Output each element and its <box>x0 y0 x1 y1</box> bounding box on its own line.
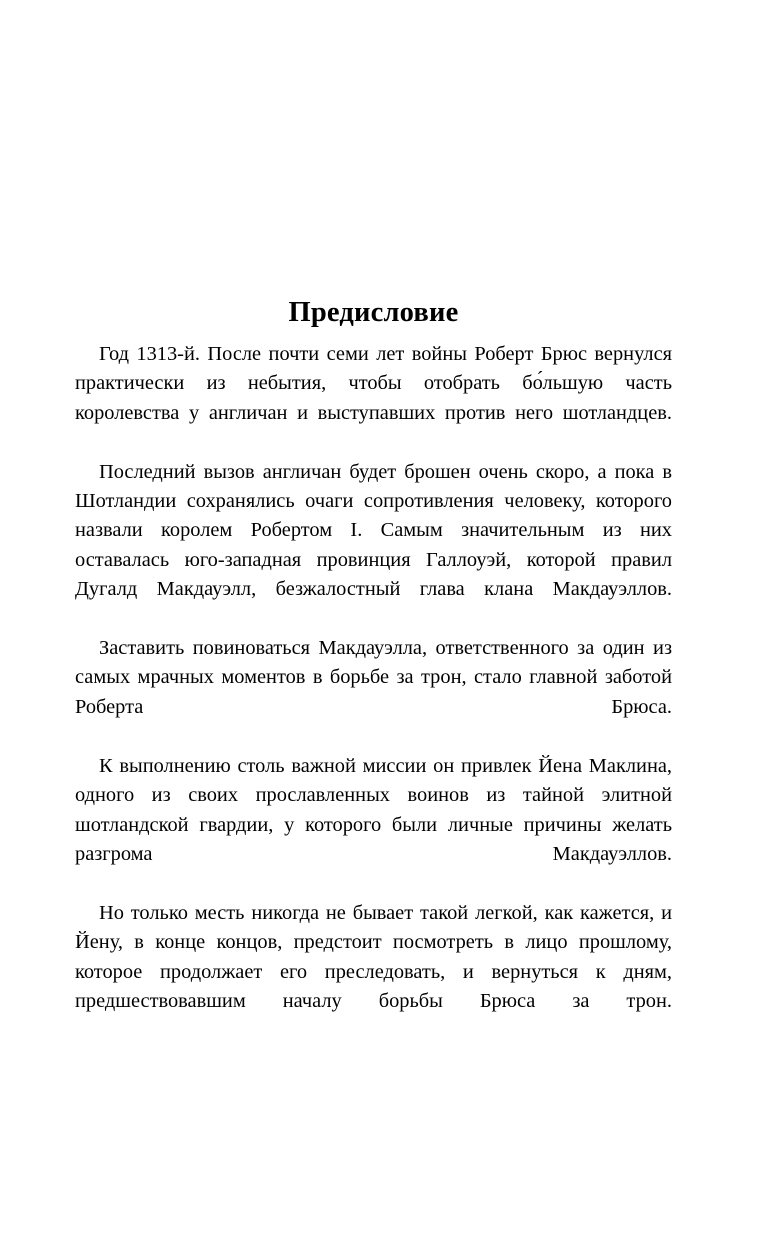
text-column <box>75 296 672 1046</box>
page-title: Предисловие <box>288 297 459 328</box>
paragraph: Последний вызов англичан будет брошен очень скоро, а пока в Шотландии сохранялись очаги сопротивления человеку, которого назвали королем Робертом I. Самым значительным из них оставалась юго-западная провинция Галлоуэй, которой правил Дугалд Макдауэлл, безжалостный глава клана Макдауэллов. <box>75 460 672 601</box>
paragraph: Заставить повиноваться Макдауэлла, ответственного за один из самых мрачных моментов в борьбе за трон, стало главной заботой Роберта Брюса. <box>75 637 672 718</box>
paragraph: Но только месть никогда не бывает такой легкой, как кажется, и Йену, в конце концов, предстоит посмотреть в лицо прошлому, которое продолжает его преследовать, и вернуться к дням, предшествовавшим началу борьбы Брюса за трон. <box>75 901 672 1012</box>
paragraph: К выполнению столь важной миссии он привлек Йена Маклина, одного из своих прославленных воинов из тайной элитной шотландской гвардии, у которого были личные причины желать разгрома Макдауэллов. <box>75 754 672 865</box>
paragraph: Год 1313-й. После почти семи лет войны Роберт Брюс вернулся практически из небытия, чтобы отобрать бо́льшую часть королевства у англичан и выступавших против него шотландцев. <box>75 343 672 424</box>
